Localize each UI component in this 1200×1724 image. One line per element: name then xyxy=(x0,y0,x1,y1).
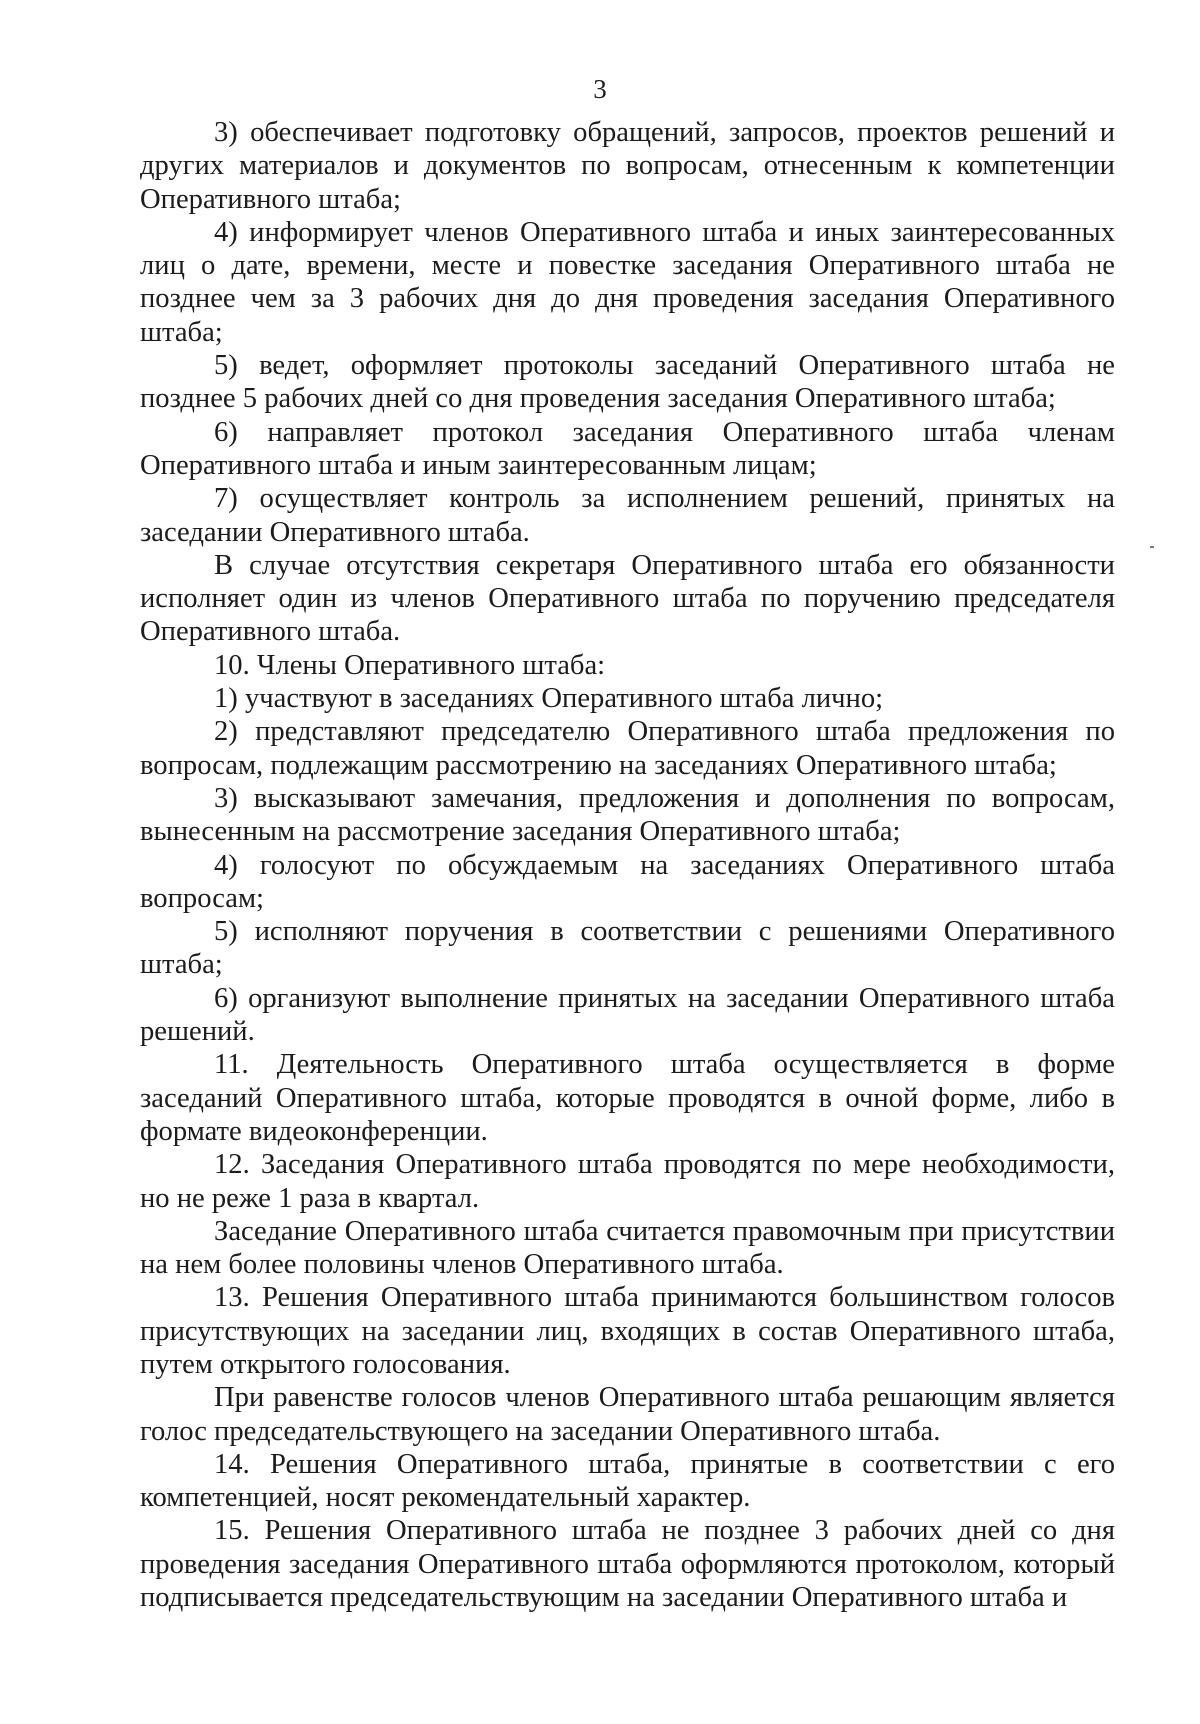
section-12: 12. Заседания Оперативного штаба проводятся по мере необходимости, но не реже 1 раза в квартал. xyxy=(140,1149,1115,1214)
scan-speck xyxy=(1150,546,1154,548)
paragraph-9-3: 3) обеспечивает подготовку обращений, запросов, проектов решений и других материалов и документов по вопросам, отнесенным к компетенции Оперативного штаба; xyxy=(140,117,1115,215)
paragraph-10-1: 1) участвуют в заседаниях Оперативного штаба лично; xyxy=(214,683,884,715)
page-number: 3 xyxy=(593,74,607,104)
paragraph-9-5: 5) ведет, оформляет протоколы заседаний Оперативного штаба не позднее 5 рабочих дней со дня проведения заседания Оперативного штаба; xyxy=(140,350,1115,415)
paragraph-10-6: 6) организуют выполнение принятых на заседании Оперативного штаба решений. xyxy=(140,982,1115,1048)
paragraph-10-3: 3) высказывают замечания, предложения и дополнения по вопросам, вынесенным на рассмотрение заседания Оперативного штаба; xyxy=(140,782,1115,848)
section-15: 15. Решения Оперативного штаба не позднее 3 рабочих дней со дня проведения заседания Оперативного штаба оформляются протоколом, который подписывается председательствующим на заседании Оперативного штаба и xyxy=(140,1515,1115,1614)
paragraph-tie-vote: При равенстве голосов членов Оперативного штаба решающим является голос председательствующего на заседании Оперативного штаба. xyxy=(140,1382,1115,1447)
paragraph-secretary-absence: В случае отсутствия секретаря Оперативного штаба его обязанности исполняет один из членов Оперативного штаба по поручению председателя Оперативного штаба. xyxy=(140,549,1115,648)
paragraph-9-6: 6) направляет протокол заседания Оперативного штаба членам Оперативного штаба и иным заинтересованным лицам; xyxy=(140,416,1115,481)
section-10-heading: 10. Члены Оперативного штаба: xyxy=(214,649,606,681)
paragraph-quorum: Заседание Оперативного штаба считается правомочным при присутствии на нем более половины членов Оперативного штаба. xyxy=(140,1215,1115,1281)
paragraph-10-4: 4) голосуют по обсуждаемым на заседаниях Оперативного штаба вопросам; xyxy=(140,849,1115,914)
document-body xyxy=(140,116,1115,1614)
paragraph-10-5: 5) исполняют поручения в соответствии с решениями Оперативного штаба; xyxy=(140,916,1115,981)
section-14: 14. Решения Оперативного штаба, принятые в соответствии с его компетенцией, носят рекомендательный характер. xyxy=(140,1448,1115,1514)
paragraph-10-2: 2) представляют председателю Оперативного штаба предложения по вопросам, подлежащим рассмотрению на заседаниях Оперативного штаба; xyxy=(140,716,1115,781)
paragraph-9-4: 4) информирует членов Оперативного штаба и иных заинтересованных лиц о дате, времени, месте и повестке заседания Оперативного штаба не позднее чем за 3 рабочих дня до дня проведения заседания Оперативного штаба; xyxy=(140,216,1115,348)
section-13: 13. Решения Оперативного штаба принимаются большинством голосов присутствующих на заседании лиц, входящих в состав Оперативного штаба, путем открытого голосования. xyxy=(140,1282,1115,1380)
section-11: 11. Деятельность Оперативного штаба осуществляется в форме заседаний Оперативного штаба, которые проводятся в очной форме, либо в формате видеоконференции. xyxy=(140,1049,1115,1147)
paragraph-9-7: 7) осуществляет контроль за исполнением решений, принятых на заседании Оперативного штаба. xyxy=(140,483,1115,548)
